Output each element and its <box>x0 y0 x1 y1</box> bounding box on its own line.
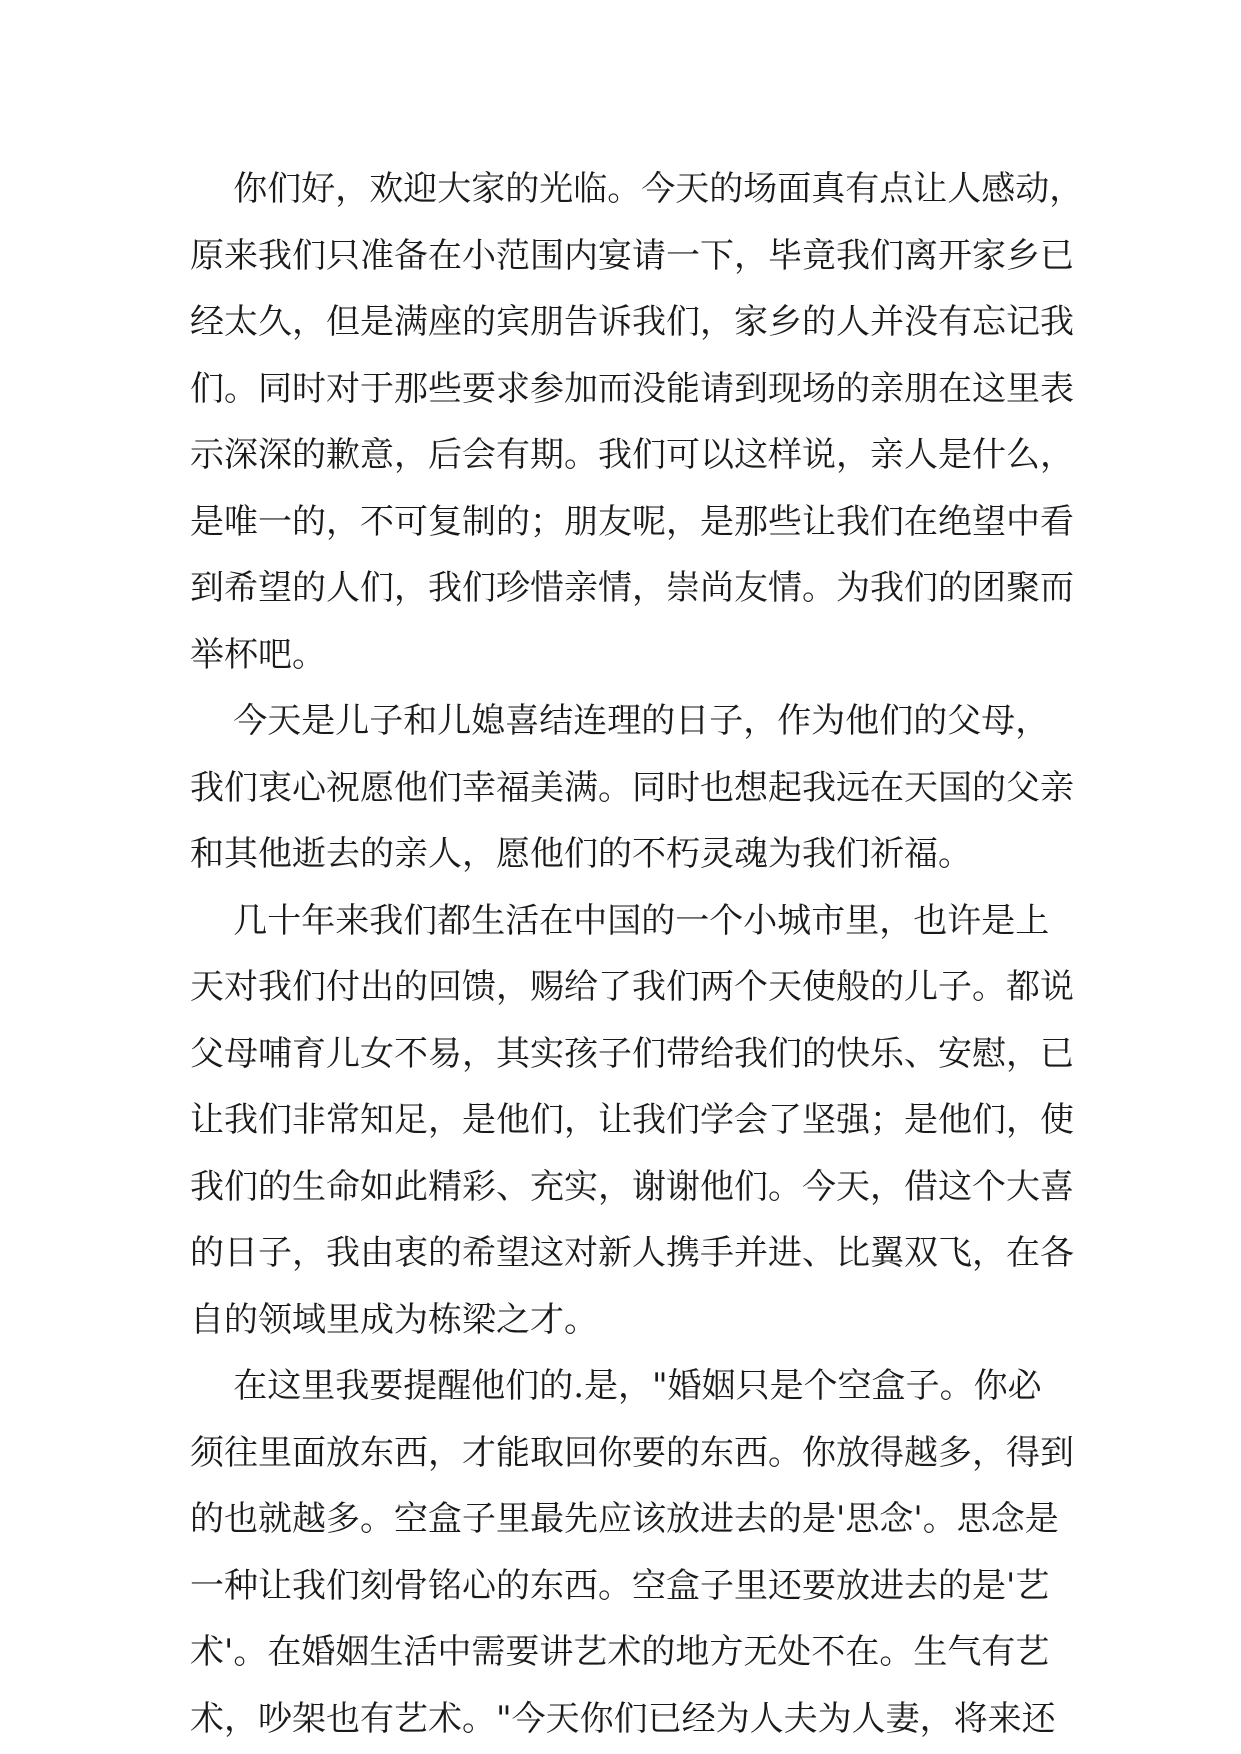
text-line: 术，吵架也有艺术。"今天你们已经为人夫为人妻，将来还 <box>190 1698 1056 1739</box>
text-line: 几十年来我们都生活在中国的一个小城市里，也许是上 <box>190 900 1050 941</box>
text-line: 示深深的歉意，后会有期。我们可以这样说，亲人是什么， <box>190 435 1074 475</box>
text-line: 须往里面放东西，才能取回你要的东西。你放得越多，得到 <box>190 1432 1074 1473</box>
text-line: 们。同时对于那些要求参加而没能请到现场的亲朋在这里表 <box>190 368 1074 409</box>
text-line: 你们好，欢迎大家的光临。今天的场面真有点让人感动， <box>190 169 1084 209</box>
text-line: 自的领域里成为栋梁之才。 <box>190 1299 598 1340</box>
text-line: 到希望的人们，我们珍惜亲情，崇尚友情。为我们的团聚而 <box>190 568 1074 608</box>
text-line: 的日子，我由衷的希望这对新人携手并进、比翼双飞，在各 <box>190 1233 1074 1273</box>
text-line: 是唯一的，不可复制的；朋友呢，是那些让我们在绝望中看 <box>190 501 1074 542</box>
text-line: 举杯吧。 <box>190 634 326 675</box>
text-line: 经太久，但是满座的宾朋告诉我们，家乡的人并没有忘记我 <box>190 302 1074 342</box>
text-line: 的也就越多。空盒子里最先应该放进去的是'思念'。思念是 <box>190 1499 1059 1539</box>
text-line: 今天是儿子和儿媳喜结连理的日子，作为他们的父母， <box>190 701 1050 741</box>
text-line: 一种让我们刻骨铭心的东西。空盒子里还要放进去的是'艺 <box>190 1565 1050 1606</box>
text-line: 让我们非常知足，是他们，让我们学会了坚强；是他们，使 <box>190 1100 1074 1140</box>
text-line: 父母哺育儿女不易，其实孩子们带给我们的快乐、安慰，已 <box>190 1033 1074 1074</box>
text-line: 原来我们只准备在小范围内宴请一下，毕竟我们离开家乡已 <box>190 235 1074 276</box>
text-line: 我们的生命如此精彩、充实，谢谢他们。今天，借这个大喜 <box>190 1166 1074 1207</box>
body-text <box>190 156 1084 1752</box>
text-line: 在这里我要提醒他们的.是，"婚姻只是个空盒子。你必 <box>190 1366 1042 1406</box>
text-line: 天对我们付出的回馈，赐给了我们两个天使般的儿子。都说 <box>190 967 1074 1007</box>
text-line: 术'。在婚姻生活中需要讲艺术的地方无处不在。生气有艺 <box>190 1632 1050 1672</box>
text-line: 我们衷心祝愿他们幸福美满。同时也想起我远在天国的父亲 <box>190 767 1074 808</box>
text-line: 和其他逝去的亲人，愿他们的不朽灵魂为我们祈福。 <box>190 834 972 874</box>
